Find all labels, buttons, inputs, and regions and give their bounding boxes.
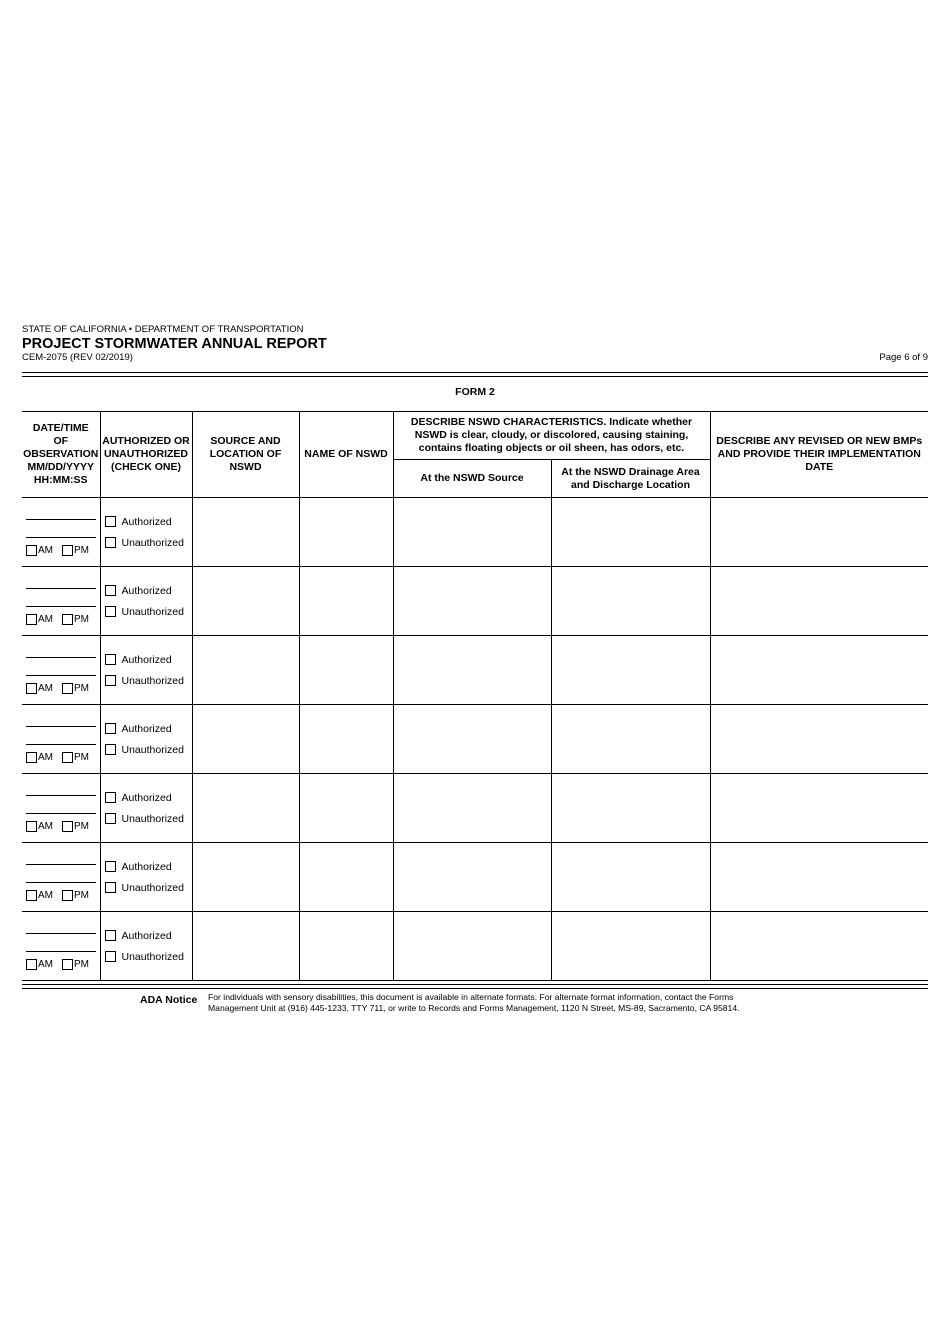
date-entry-line[interactable] <box>26 933 96 934</box>
at-drainage-cell[interactable] <box>551 774 710 843</box>
date-entry-line[interactable] <box>26 795 96 796</box>
bmps-header: DESCRIBE ANY REVISED OR NEW BMPs AND PROVIDE THEIR IMPLEMENTATION DATE <box>710 412 928 498</box>
datetime-cell[interactable] <box>22 498 100 567</box>
am-checkbox[interactable] <box>26 614 37 625</box>
pm-label: PM <box>74 752 89 763</box>
at-source-cell[interactable] <box>393 498 551 567</box>
pm-checkbox[interactable] <box>62 821 73 832</box>
source-header: SOURCE AND LOCATION OF NSWD <box>192 412 299 498</box>
unauthorized-label: Unauthorized <box>121 674 184 687</box>
am-checkbox[interactable] <box>26 890 37 901</box>
table-row <box>22 498 928 567</box>
date-entry-line[interactable] <box>26 864 96 865</box>
unauthorized-checkbox[interactable] <box>105 813 116 824</box>
ampm-group <box>26 752 89 763</box>
page-number: Page 6 of 9 <box>879 352 928 363</box>
table-row <box>22 774 928 843</box>
unauthorized-label: Unauthorized <box>121 743 184 756</box>
table-row <box>22 912 928 981</box>
name-cell[interactable] <box>299 567 393 636</box>
date-entry-line[interactable] <box>26 726 96 727</box>
unauthorized-option[interactable] <box>101 877 192 898</box>
source-cell[interactable] <box>192 705 299 774</box>
at-drainage-cell[interactable] <box>551 498 710 567</box>
unauthorized-option[interactable] <box>101 808 192 829</box>
unauthorized-label: Unauthorized <box>121 881 184 894</box>
date-entry-line[interactable] <box>26 588 96 589</box>
authorized-checkbox[interactable] <box>105 861 116 872</box>
authorized-label: Authorized <box>121 515 172 528</box>
am-label: AM <box>38 545 53 556</box>
form-title: PROJECT STORMWATER ANNUAL REPORT <box>22 336 327 352</box>
bmps-cell[interactable] <box>710 636 928 705</box>
time-entry-line[interactable] <box>26 882 96 883</box>
authorized-label: Authorized <box>121 653 172 666</box>
name-cell[interactable] <box>299 705 393 774</box>
table-row <box>22 636 928 705</box>
authorized-checkbox[interactable] <box>105 930 116 941</box>
authorized-cell <box>100 636 192 705</box>
unauthorized-checkbox[interactable] <box>105 675 116 686</box>
unauthorized-checkbox[interactable] <box>105 951 116 962</box>
authorized-option[interactable] <box>101 580 192 601</box>
at-source-cell[interactable] <box>393 843 551 912</box>
unauthorized-label: Unauthorized <box>121 950 184 963</box>
authorized-option[interactable] <box>101 511 192 532</box>
am-label: AM <box>38 890 53 901</box>
unauthorized-checkbox[interactable] <box>105 882 116 893</box>
agency-line: STATE OF CALIFORNIA • DEPARTMENT OF TRANSPORTATION <box>22 324 304 335</box>
bmps-cell[interactable] <box>710 705 928 774</box>
unauthorized-option[interactable] <box>101 532 192 553</box>
authorized-checkbox[interactable] <box>105 585 116 596</box>
time-entry-line[interactable] <box>26 744 96 745</box>
pm-checkbox[interactable] <box>62 959 73 970</box>
bmps-cell[interactable] <box>710 567 928 636</box>
unauthorized-option[interactable] <box>101 601 192 622</box>
ampm-group <box>26 683 89 694</box>
ada-text: For individuals with sensory disabilities, this document is available in alternate formats. For alternate format information, contact the Forms Management Unit at (916) 445-1233, TTY 711, or write to Records and Forms Management, 1120 N Street, MS-89, Sacramento, CA 95814. <box>208 992 740 1013</box>
authorized-checkbox[interactable] <box>105 654 116 665</box>
datetime-cell[interactable] <box>22 705 100 774</box>
ampm-group <box>26 614 89 625</box>
authorized-label: Authorized <box>121 791 172 804</box>
am-label: AM <box>38 614 53 625</box>
source-cell[interactable] <box>192 912 299 981</box>
name-cell[interactable] <box>299 912 393 981</box>
authorized-cell <box>100 567 192 636</box>
authorized-option[interactable] <box>101 856 192 877</box>
form-number: CEM-2075 (REV 02/2019) <box>22 352 133 363</box>
ampm-group <box>26 821 89 832</box>
am-checkbox[interactable] <box>26 959 37 970</box>
date-entry-line[interactable] <box>26 519 96 520</box>
authorized-option[interactable] <box>101 787 192 808</box>
authorized-cell <box>100 705 192 774</box>
am-checkbox[interactable] <box>26 752 37 763</box>
characteristics-header: DESCRIBE NSWD CHARACTERISTICS. Indicate whether NSWD is clear, cloudy, or discolored, causing staining, contains floating objects or oil sheen, has odors, etc. <box>393 412 710 460</box>
date-entry-line[interactable] <box>26 657 96 658</box>
datetime-header: DATE/TIME OF OBSERVATION MM/DD/YYYY HH:MM:SS <box>22 412 100 498</box>
authorized-label: Authorized <box>121 722 172 735</box>
unauthorized-checkbox[interactable] <box>105 744 116 755</box>
at-drainage-cell[interactable] <box>551 567 710 636</box>
pm-label: PM <box>74 890 89 901</box>
at-source-cell[interactable] <box>393 912 551 981</box>
form-header <box>22 324 928 364</box>
bmps-cell[interactable] <box>710 912 928 981</box>
table-bottom-rule <box>22 984 928 989</box>
source-cell[interactable] <box>192 843 299 912</box>
unauthorized-label: Unauthorized <box>121 812 184 825</box>
pm-label: PM <box>74 821 89 832</box>
observation-table <box>22 411 928 981</box>
name-cell[interactable] <box>299 843 393 912</box>
datetime-cell[interactable] <box>22 843 100 912</box>
ampm-group <box>26 890 89 901</box>
form-label: FORM 2 <box>455 386 495 398</box>
authorized-cell <box>100 774 192 843</box>
unauthorized-option[interactable] <box>101 946 192 967</box>
authorized-checkbox[interactable] <box>105 723 116 734</box>
table-row <box>22 843 928 912</box>
time-entry-line[interactable] <box>26 537 96 538</box>
source-cell[interactable] <box>192 498 299 567</box>
am-label: AM <box>38 821 53 832</box>
authorized-option[interactable] <box>101 649 192 670</box>
authorized-option[interactable] <box>101 718 192 739</box>
at-drainage-cell[interactable] <box>551 636 710 705</box>
at-source-header: At the NSWD Source <box>393 460 551 498</box>
time-entry-line[interactable] <box>26 606 96 607</box>
at-drainage-cell[interactable] <box>551 912 710 981</box>
name-header: NAME OF NSWD <box>299 412 393 498</box>
authorized-label: Authorized <box>121 929 172 942</box>
datetime-cell[interactable] <box>22 774 100 843</box>
at-drainage-header: At the NSWD Drainage Area and Discharge Location <box>551 460 710 498</box>
at-source-cell[interactable] <box>393 636 551 705</box>
at-drainage-cell[interactable] <box>551 843 710 912</box>
at-drainage-cell[interactable] <box>551 705 710 774</box>
time-entry-line[interactable] <box>26 951 96 952</box>
pm-checkbox[interactable] <box>62 683 73 694</box>
source-cell[interactable] <box>192 567 299 636</box>
authorized-option[interactable] <box>101 925 192 946</box>
name-cell[interactable] <box>299 774 393 843</box>
at-source-cell[interactable] <box>393 567 551 636</box>
am-checkbox[interactable] <box>26 683 37 694</box>
authorized-cell <box>100 843 192 912</box>
pm-label: PM <box>74 614 89 625</box>
datetime-cell[interactable] <box>22 912 100 981</box>
at-source-cell[interactable] <box>393 705 551 774</box>
unauthorized-option[interactable] <box>101 739 192 760</box>
authorized-cell <box>100 912 192 981</box>
authorized-cell <box>100 498 192 567</box>
at-source-cell[interactable] <box>393 774 551 843</box>
unauthorized-checkbox[interactable] <box>105 537 116 548</box>
table-row <box>22 705 928 774</box>
pm-checkbox[interactable] <box>62 545 73 556</box>
datetime-cell[interactable] <box>22 567 100 636</box>
am-label: AM <box>38 752 53 763</box>
ada-label: ADA Notice <box>140 994 198 1006</box>
name-cell[interactable] <box>299 636 393 705</box>
datetime-cell[interactable] <box>22 636 100 705</box>
table-row <box>22 567 928 636</box>
am-checkbox[interactable] <box>26 545 37 556</box>
name-cell[interactable] <box>299 498 393 567</box>
pm-label: PM <box>74 959 89 970</box>
unauthorized-option[interactable] <box>101 670 192 691</box>
ampm-group <box>26 545 89 556</box>
time-entry-line[interactable] <box>26 813 96 814</box>
authorized-checkbox[interactable] <box>105 516 116 527</box>
pm-checkbox[interactable] <box>62 614 73 625</box>
ampm-group <box>26 959 89 970</box>
header-divider <box>22 372 928 377</box>
unauthorized-checkbox[interactable] <box>105 606 116 617</box>
am-label: AM <box>38 683 53 694</box>
authorized-checkbox[interactable] <box>105 792 116 803</box>
am-checkbox[interactable] <box>26 821 37 832</box>
pm-label: PM <box>74 545 89 556</box>
pm-checkbox[interactable] <box>62 890 73 901</box>
unauthorized-label: Unauthorized <box>121 536 184 549</box>
am-label: AM <box>38 959 53 970</box>
bmps-cell[interactable] <box>710 843 928 912</box>
source-cell[interactable] <box>192 636 299 705</box>
unauthorized-label: Unauthorized <box>121 605 184 618</box>
source-cell[interactable] <box>192 774 299 843</box>
pm-checkbox[interactable] <box>62 752 73 763</box>
pm-label: PM <box>74 683 89 694</box>
authorized-label: Authorized <box>121 584 172 597</box>
authorized-label: Authorized <box>121 860 172 873</box>
authorized-header: AUTHORIZED OR UNAUTHORIZED (CHECK ONE) <box>100 412 192 498</box>
time-entry-line[interactable] <box>26 675 96 676</box>
bmps-cell[interactable] <box>710 498 928 567</box>
bmps-cell[interactable] <box>710 774 928 843</box>
